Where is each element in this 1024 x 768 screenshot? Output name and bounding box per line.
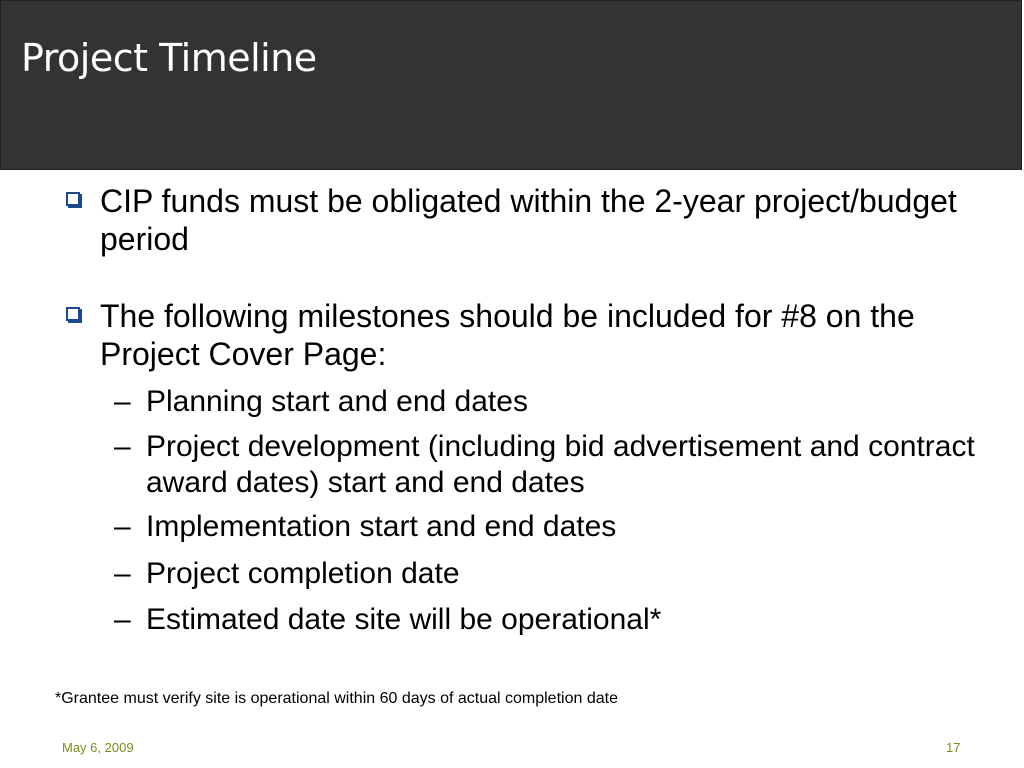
bullet-item — [100, 182, 970, 258]
sub-bullet-item — [114, 509, 976, 545]
slide-title: Project Timeline — [21, 36, 317, 80]
footer-date: May 6, 2009 — [62, 740, 134, 755]
sub-bullet-text: Project development (including bid advertisement and contract award dates) start and end dates — [146, 430, 975, 499]
dash-marker: – — [114, 510, 131, 543]
sub-bullet-item — [114, 429, 976, 501]
bullet-text: The following milestones should be included for #8 on the Project Cover Page: — [100, 298, 915, 372]
square-bullet-icon — [66, 307, 80, 321]
dash-marker: – — [114, 603, 131, 636]
footnote: *Grantee must verify site is operational within 60 days of actual completion date — [55, 690, 618, 707]
page-number: 17 — [946, 740, 961, 755]
bullet-item — [100, 297, 970, 373]
bullet-text: CIP funds must be obligated within the 2-year project/budget period — [100, 183, 957, 257]
sub-bullet-text: Implementation start and end dates — [146, 510, 617, 543]
sub-bullet-item — [114, 384, 976, 420]
square-bullet-icon — [66, 192, 80, 206]
dash-marker: – — [114, 385, 131, 418]
dash-marker: – — [114, 430, 131, 463]
sub-bullet-text: Planning start and end dates — [146, 385, 528, 418]
sub-bullet-item — [114, 556, 976, 592]
sub-bullet-item — [114, 602, 976, 638]
dash-marker: – — [114, 557, 131, 590]
sub-bullet-text: Project completion date — [146, 557, 460, 590]
sub-bullet-text: Estimated date site will be operational* — [146, 603, 662, 636]
